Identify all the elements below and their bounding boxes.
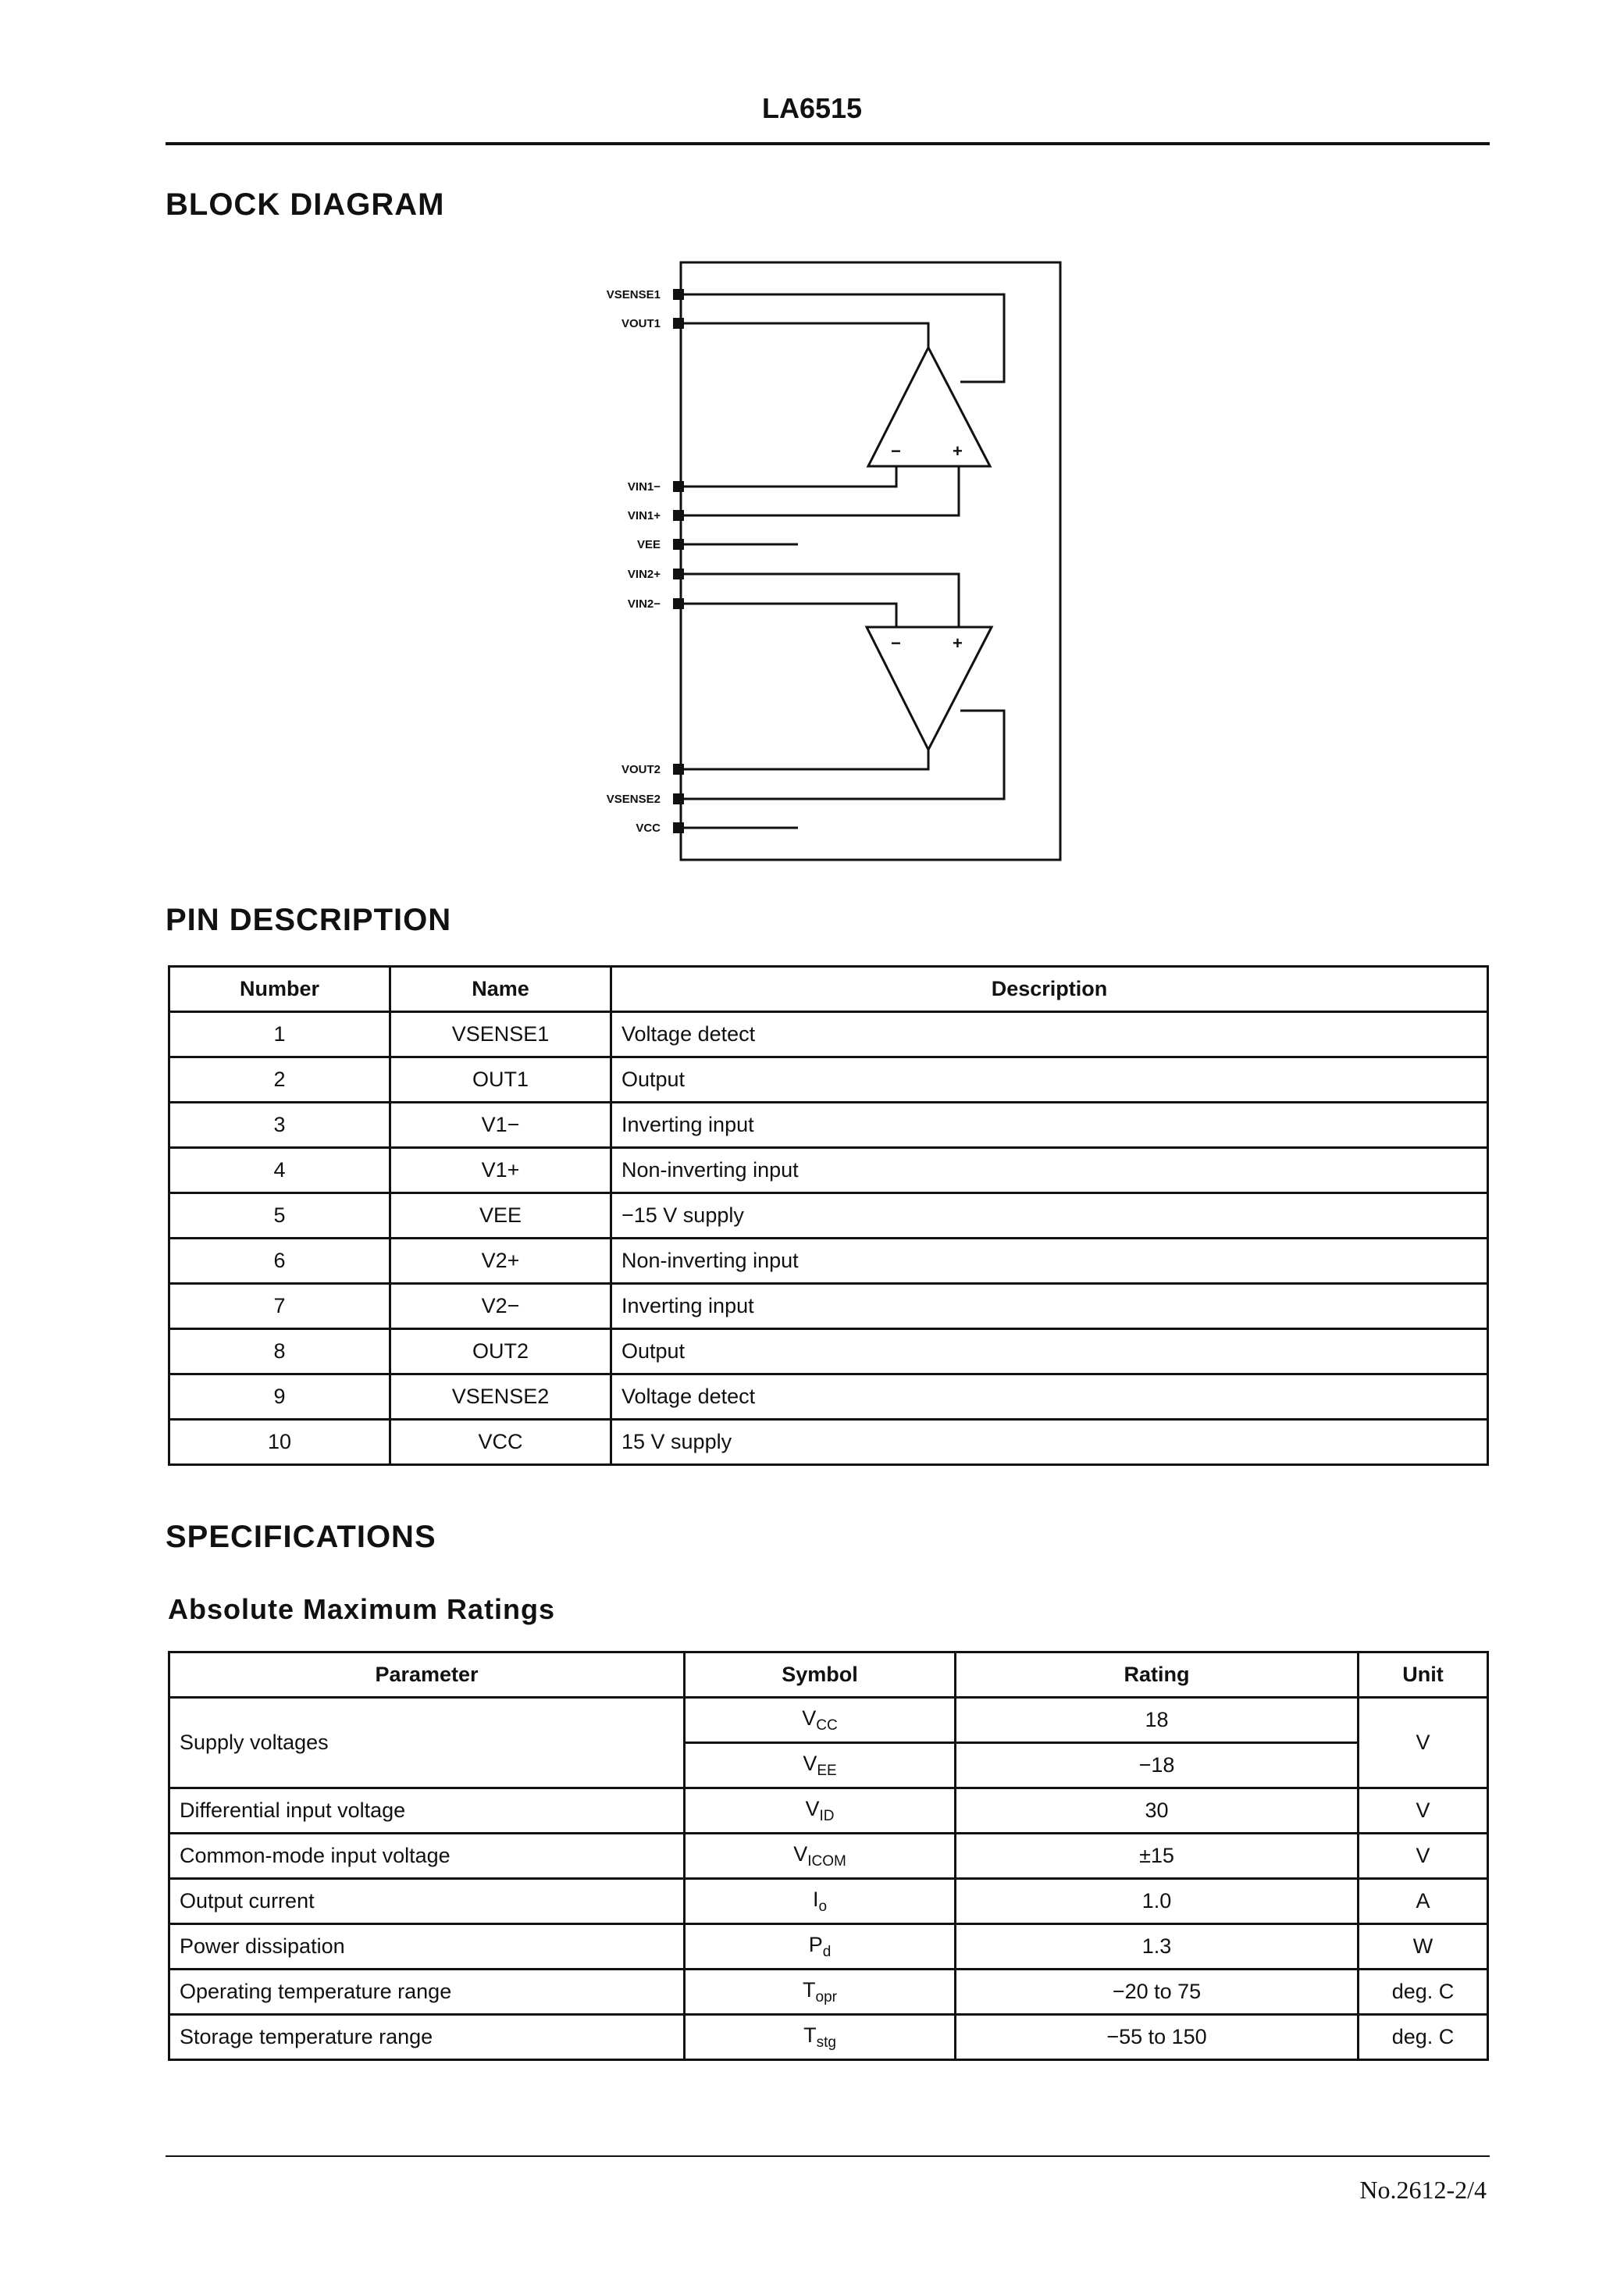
- table-row: [169, 1834, 1488, 1879]
- pin-col-description: Description: [611, 967, 1488, 1012]
- op-amp-1: [868, 348, 990, 466]
- rating: 30: [956, 1788, 1359, 1834]
- pin-label-vout1: VOUT1: [621, 317, 661, 330]
- symbol: $V_{ID}$: [685, 1788, 956, 1834]
- op-amp-2: [867, 627, 992, 750]
- pin-label-vin1-plus: VIN1+: [627, 509, 661, 522]
- symbol-vee: $V_{EE}$: [685, 1743, 956, 1788]
- pin-desc: Output: [611, 1057, 1488, 1103]
- table-row: [169, 1420, 1488, 1465]
- block-diagram: [0, 0, 1624, 890]
- pin-name: V2−: [390, 1284, 611, 1329]
- rating-vcc: 18: [956, 1698, 1359, 1743]
- ratings-col-unit: Unit: [1359, 1652, 1488, 1698]
- vin1-minus-trace: [684, 466, 896, 487]
- pin-number: 6: [169, 1239, 390, 1284]
- pin-label-vcc: VCC: [636, 822, 661, 835]
- rating: −55 to 150: [956, 2015, 1359, 2060]
- pin-label-vout2: VOUT2: [621, 763, 661, 776]
- rating-vee: −18: [956, 1743, 1359, 1788]
- table-row: [169, 1788, 1488, 1834]
- table-row: [169, 1329, 1488, 1374]
- pin-number: 9: [169, 1374, 390, 1420]
- pin-name: VSENSE1: [390, 1012, 611, 1057]
- pin-col-number: Number: [169, 967, 390, 1012]
- vin2-plus-trace: [684, 574, 959, 627]
- pin-squares: [673, 289, 684, 833]
- pin-name: VCC: [390, 1420, 611, 1465]
- pin-number: 5: [169, 1193, 390, 1239]
- symbol: $T_{stg}$: [685, 2015, 956, 2060]
- pin-name: VSENSE2: [390, 1374, 611, 1420]
- unit: A: [1359, 1879, 1488, 1924]
- pin-desc: Voltage detect: [611, 1012, 1488, 1057]
- symbol: $T_{opr}$: [685, 1970, 956, 2015]
- pin-number: 2: [169, 1057, 390, 1103]
- param: Differential input voltage: [169, 1788, 685, 1834]
- pin-desc: 15 V supply: [611, 1420, 1488, 1465]
- ratings-header-row: [169, 1652, 1488, 1698]
- pin-number: 8: [169, 1329, 390, 1374]
- pin-name: VEE: [390, 1193, 611, 1239]
- pin-number: 3: [169, 1103, 390, 1148]
- unit: deg. C: [1359, 2015, 1488, 2060]
- pin-name: V1−: [390, 1103, 611, 1148]
- table-row: [169, 1239, 1488, 1284]
- footer-rule: [166, 2155, 1490, 2157]
- pin-name: V2+: [390, 1239, 611, 1284]
- unit: deg. C: [1359, 1970, 1488, 2015]
- unit: W: [1359, 1924, 1488, 1970]
- pin-label-vin2-plus: VIN2+: [627, 568, 661, 581]
- table-row: [169, 2015, 1488, 2060]
- pin-number: 1: [169, 1012, 390, 1057]
- pin-name: V1+: [390, 1148, 611, 1193]
- ratings-col-symbol: Symbol: [685, 1652, 956, 1698]
- symbol: $I_o$: [685, 1879, 956, 1924]
- amp1-minus: −: [891, 441, 901, 461]
- table-row: [169, 1879, 1488, 1924]
- rating: ±15: [956, 1834, 1359, 1879]
- unit: V: [1359, 1834, 1488, 1879]
- pin-table-header-row: [169, 967, 1488, 1012]
- pin-description-table: [168, 965, 1489, 1466]
- vin1-plus-trace: [684, 466, 959, 515]
- pin-label-vin1-minus: VIN1−: [627, 480, 661, 494]
- table-row: [169, 1284, 1488, 1329]
- table-row: [169, 1970, 1488, 2015]
- pin-desc: Inverting input: [611, 1103, 1488, 1148]
- vsense2-trace: [684, 711, 1004, 799]
- rating: 1.0: [956, 1879, 1359, 1924]
- ratings-col-parameter: Parameter: [169, 1652, 685, 1698]
- pin-desc: −15 V supply: [611, 1193, 1488, 1239]
- table-row: [169, 1103, 1488, 1148]
- header-part-number: LA6515: [761, 92, 863, 124]
- symbol: $V_{ICOM}$: [685, 1834, 956, 1879]
- specifications-title: SPECIFICATIONS: [166, 1520, 436, 1554]
- vout2-trace: [684, 750, 928, 769]
- pin-desc: Output: [611, 1329, 1488, 1374]
- pin-label-vee: VEE: [636, 538, 661, 551]
- amp1-plus: +: [953, 441, 963, 461]
- pin-name: OUT1: [390, 1057, 611, 1103]
- unit: V: [1359, 1788, 1488, 1834]
- vsense1-trace: [684, 294, 1004, 382]
- absolute-max-ratings-title: Absolute Maximum Ratings: [168, 1593, 556, 1625]
- table-row: [169, 1012, 1488, 1057]
- pin-number: 7: [169, 1284, 390, 1329]
- pin-number: 10: [169, 1420, 390, 1465]
- param: Output current: [169, 1879, 685, 1924]
- unit-supply: V: [1359, 1698, 1488, 1788]
- param: Common-mode input voltage: [169, 1834, 685, 1879]
- param-supply-voltages: Supply voltages: [169, 1698, 685, 1788]
- rating: 1.3: [956, 1924, 1359, 1970]
- pin-label-vin2-minus: VIN2−: [627, 597, 661, 611]
- footer-doc-number: No.2612-2/4: [1359, 2176, 1487, 2204]
- table-row: [169, 1374, 1488, 1420]
- table-row: [169, 1057, 1488, 1103]
- table-row: [169, 1698, 1488, 1743]
- pin-col-name: Name: [390, 967, 611, 1012]
- pin-label-vsense1: VSENSE1: [606, 288, 661, 301]
- amp2-plus: +: [953, 633, 963, 653]
- table-row: [169, 1148, 1488, 1193]
- block-diagram-title: BLOCK DIAGRAM: [166, 187, 445, 222]
- param: Power dissipation: [169, 1924, 685, 1970]
- amp2-minus: −: [891, 633, 901, 653]
- pin-desc: Non-inverting input: [611, 1148, 1488, 1193]
- pin-desc: Inverting input: [611, 1284, 1488, 1329]
- rating: −20 to 75: [956, 1970, 1359, 2015]
- symbol: $P_d$: [685, 1924, 956, 1970]
- vout1-trace: [684, 323, 928, 348]
- table-row: [169, 1924, 1488, 1970]
- pin-label-vsense2: VSENSE2: [606, 793, 661, 806]
- param: Operating temperature range: [169, 1970, 685, 2015]
- vin2-minus-trace: [684, 604, 896, 627]
- table-row: [169, 1193, 1488, 1239]
- pin-description-title: PIN DESCRIPTION: [166, 903, 452, 937]
- pin-name: OUT2: [390, 1329, 611, 1374]
- pin-desc: Non-inverting input: [611, 1239, 1488, 1284]
- param: Storage temperature range: [169, 2015, 685, 2060]
- symbol-vcc: $V_{CC}$: [685, 1698, 956, 1743]
- ratings-table: [168, 1651, 1489, 2061]
- ratings-col-rating: Rating: [956, 1652, 1359, 1698]
- pin-desc: Voltage detect: [611, 1374, 1488, 1420]
- pin-number: 4: [169, 1148, 390, 1193]
